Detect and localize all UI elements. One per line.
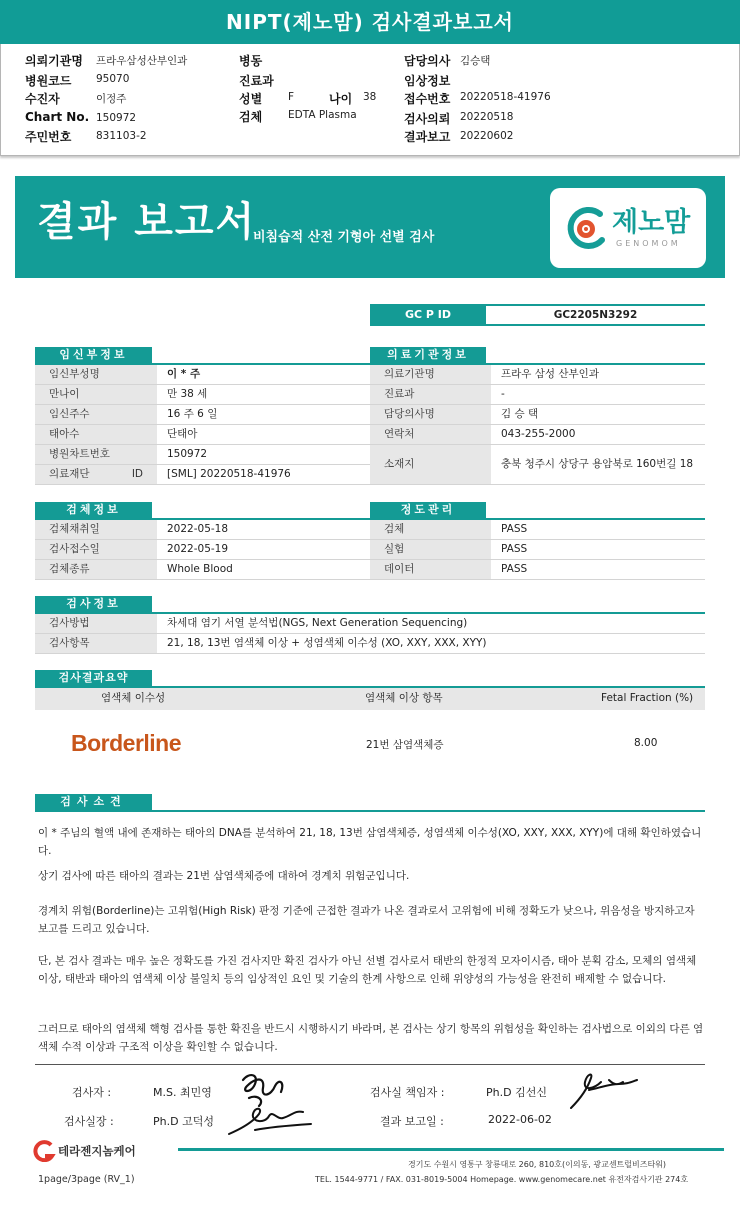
row-value: 150972 xyxy=(167,448,208,460)
footer-rule xyxy=(178,1148,724,1151)
page-indicator: 1page/3page (RV_1) xyxy=(38,1174,135,1185)
genomom-logo xyxy=(550,188,706,268)
gcp-id-label: GC P ID xyxy=(370,304,486,326)
row-label: 임신부성명 xyxy=(35,365,157,384)
findings-p4: 단, 본 검사 결과는 매우 높은 정확도를 가진 검사지만 확진 검사가 아닌 선별 검사로서 태반의 한정적 모자이시즘, 태아 분획 감소, 모체의 염색체 이상, 태반과 태아의 염색체 이상 불일치 등의 임상적인 요인 및 기술의 한계 사항으로 인해 위양성의 가능성을 완전히 배제할 수 없습니다. xyxy=(38,955,697,985)
col-abnormal-item: 염색체 이상 항목 xyxy=(365,692,443,704)
row-value: 이 * 주 xyxy=(167,368,201,380)
row-value: Whole Blood xyxy=(167,563,233,575)
row-label: 검체종류 xyxy=(35,560,157,579)
request-value: 20220518 xyxy=(460,111,514,123)
row-value: 043-255-2000 xyxy=(501,428,576,440)
row-label: 병원차트번호 xyxy=(35,445,157,464)
chief-name: Ph.D 고덕성 xyxy=(153,1115,214,1128)
report-banner xyxy=(15,176,725,278)
table-row xyxy=(35,365,370,385)
row-label: 검사방법 xyxy=(35,614,157,633)
report-date-value: 20220602 xyxy=(460,130,514,142)
row-value: 단태아 xyxy=(167,428,198,440)
table-row xyxy=(35,634,705,654)
test-info-header: 검사정보 xyxy=(35,596,152,612)
report-date-label: 결과보고 xyxy=(404,130,451,144)
tester-label: 검사자 : xyxy=(72,1086,112,1099)
banner-subtitle: 비침습적 산전 기형아 선별 검사 xyxy=(253,230,435,245)
request-label: 검사의뢰 xyxy=(404,112,451,126)
lab-head-signature xyxy=(565,1070,645,1112)
company-address: 경기도 수원시 영통구 창룡대로 260, 810호(이의동, 광교센트럴비즈타워) xyxy=(408,1160,667,1169)
report-title: NIPT(제노맘) 검사결과보고서 xyxy=(0,0,740,44)
chief-signature xyxy=(225,1100,315,1140)
receipt-label: 접수번호 xyxy=(404,92,451,106)
clinical-label: 임상정보 xyxy=(404,74,451,88)
signature-divider xyxy=(35,1064,705,1065)
doctor-label: 담당의사 xyxy=(404,54,451,68)
patient-meta-box xyxy=(0,44,740,156)
row-value: 차세대 염기 서열 분석법(NGS, Next Generation Sequencing) xyxy=(167,617,468,629)
table-row xyxy=(35,614,705,634)
table-row xyxy=(35,465,370,485)
hospital-info-header: 의료기관정보 xyxy=(370,347,486,363)
lab-head-label: 검사실 책임자 : xyxy=(370,1086,445,1099)
tester-name: M.S. 최민영 xyxy=(153,1086,212,1099)
findings-p1: 이 * 주님의 혈액 내에 존재하는 태아의 DNA를 분석하여 21, 18, 13번 삼염색체증, 성염색체 이수성(XO, XXY, XXX, XYY)에 대해 확인하였습니다. xyxy=(38,827,702,857)
table-row xyxy=(370,405,705,425)
ward-label: 병동 xyxy=(239,54,263,68)
row-value: 프라우 삼성 산부인과 xyxy=(501,368,599,380)
table-row xyxy=(35,520,370,540)
resident-label: 주민번호 xyxy=(25,130,72,144)
specimen-info-header: 검체정보 xyxy=(35,502,152,518)
table-row xyxy=(35,560,370,580)
table-row xyxy=(35,405,370,425)
table-row xyxy=(370,385,705,405)
row-label: 만나이 xyxy=(35,385,157,404)
table-row xyxy=(370,540,705,560)
row-value: 2022-05-19 xyxy=(167,543,229,555)
report-date-footer: 2022-06-02 xyxy=(488,1113,552,1126)
table-row xyxy=(370,425,705,445)
sex-value: F xyxy=(288,91,295,103)
table-row xyxy=(35,385,370,405)
chief-label: 검사실장 : xyxy=(64,1115,114,1128)
logo-subtext: GENOMOM xyxy=(616,239,681,248)
pregnant-info-header: 임신부정보 xyxy=(35,347,152,363)
table-row xyxy=(370,445,705,485)
findings-p5: 그러므로 태아의 염색체 핵형 검사를 통한 확진을 반드시 시행하시기 바라며, 본 검사는 상기 항목의 위험성을 확인하는 검사법으로 이외의 다른 염색체 수적 이상과 구조적 이상을 확인할 수 없습니다. xyxy=(38,1023,704,1053)
qc-header: 정도관리 xyxy=(370,502,486,518)
table-row xyxy=(370,560,705,580)
report-date-label-footer: 결과 보고일 : xyxy=(380,1115,444,1128)
company-logo-icon xyxy=(32,1140,56,1162)
col-fetal-fraction: Fetal Fraction (%) xyxy=(601,692,694,704)
table-row xyxy=(35,445,370,465)
institution-value: 프라우삼성산부인과 xyxy=(96,55,188,67)
row-label: 담당의사명 xyxy=(370,405,491,424)
findings-p2: 상기 검사에 따른 태아의 결과는 21번 삼염색체증에 대하여 경계치 위험군입니다. xyxy=(38,870,410,882)
resident-value: 831103-2 xyxy=(96,130,147,142)
row-label: 태아수 xyxy=(35,425,157,444)
logo-text: 제노맘 xyxy=(612,207,691,238)
row-label: 검사접수일 xyxy=(35,540,157,559)
section-rule xyxy=(35,810,705,812)
hospital-code-value: 95070 xyxy=(96,73,130,85)
dept-label: 진료과 xyxy=(239,74,274,88)
collector-value: 이정주 xyxy=(96,93,127,105)
table-row xyxy=(35,540,370,560)
specimen-value: EDTA Plasma xyxy=(288,109,357,121)
collector-label: 수진자 xyxy=(25,92,60,106)
row-label: 검체 xyxy=(370,520,491,539)
row-label: 검체채취일 xyxy=(35,520,157,539)
table-row xyxy=(370,365,705,385)
row-value: [SML] 20220518-41976 xyxy=(167,468,291,480)
row-label: 검사항목 xyxy=(35,634,157,653)
table-row xyxy=(35,425,370,445)
summary-column-header-row xyxy=(35,688,705,710)
row-label: 진료과 xyxy=(370,385,491,404)
sex-label: 성별 xyxy=(239,92,263,106)
specimen-label: 검체 xyxy=(239,110,263,124)
row-value: 16 주 6 일 xyxy=(167,408,218,420)
row-label: 실험 xyxy=(370,540,491,559)
chart-value: 150972 xyxy=(96,112,137,124)
row-value: 김 승 택 xyxy=(501,408,539,420)
row-label: 소재지 xyxy=(370,445,491,484)
row-value: PASS xyxy=(501,563,528,575)
receipt-value: 20220518-41976 xyxy=(460,91,551,103)
result-borderline: Borderline xyxy=(71,730,182,756)
row-label: 의료재단 ID xyxy=(35,465,157,484)
row-value: PASS xyxy=(501,543,528,555)
summary-header: 검사결과요약 xyxy=(35,670,152,686)
genomom-emblem-icon xyxy=(562,202,612,254)
row-value: - xyxy=(501,388,505,400)
gcp-id-value: GC2205N3292 xyxy=(486,304,705,326)
doctor-value: 김승택 xyxy=(460,55,491,67)
age-value: 38 xyxy=(363,91,377,103)
findings-p3: 경계치 위험(Borderline)는 고위험(High Risk) 판정 기준에 근접한 결과가 나온 결과로서 고위험에 비해 정확도가 낮으나, 위음성을 방지하고자 보고를 드리고 있습니다. xyxy=(38,905,695,935)
hospital-code-label: 병원코드 xyxy=(25,74,72,88)
company-name: 테라젠지놈케어 xyxy=(58,1144,136,1158)
row-label: 임신주수 xyxy=(35,405,157,424)
age-label: 나이 xyxy=(329,92,353,106)
result-fetal-fraction: 8.00 xyxy=(634,737,658,749)
row-value: PASS xyxy=(501,523,528,535)
banner-title: 결과 보고서 xyxy=(37,199,257,245)
row-value: 충북 청주시 상당구 용암북로 160번길 18 xyxy=(501,458,694,470)
institution-label: 의뢰기관명 xyxy=(25,54,83,68)
table-row xyxy=(370,520,705,540)
lab-head-name: Ph.D 김선신 xyxy=(486,1086,547,1099)
row-value: 21, 18, 13번 염색체 이상 + 성염색체 이수성 (XO, XXY, XXX, XYY) xyxy=(167,637,487,649)
findings-header: 검사소견 xyxy=(35,794,152,810)
row-label: 데이터 xyxy=(370,560,491,579)
company-contact: TEL. 1544-9771 / FAX. 031-8019-5004 Homepage. www.genomecare.net 유전자검사기관 274호 xyxy=(315,1175,689,1184)
row-value: 2022-05-18 xyxy=(167,523,229,535)
row-label: 의료기관명 xyxy=(370,365,491,384)
row-value: 만 38 세 xyxy=(167,388,208,400)
chart-label: Chart No. xyxy=(25,110,90,124)
row-label: 연락처 xyxy=(370,425,491,444)
result-item: 21번 삼염색체증 xyxy=(366,739,444,751)
col-aneuploidy: 염색체 이수성 xyxy=(101,692,166,704)
